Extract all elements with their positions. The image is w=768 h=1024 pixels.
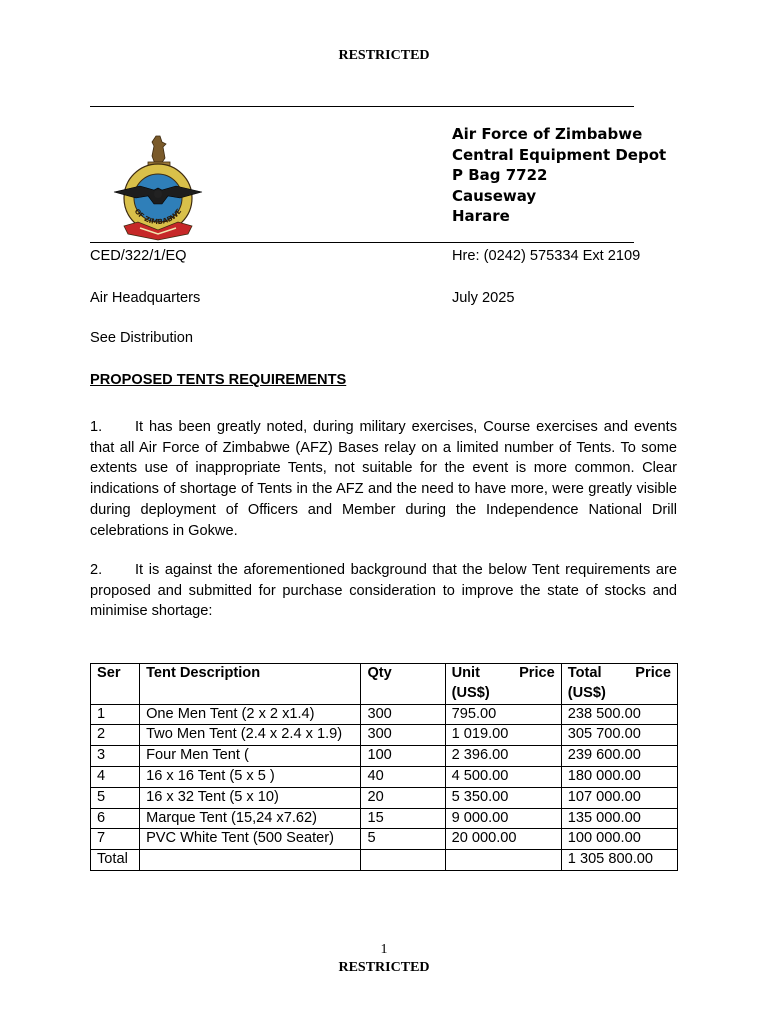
cell-ser: 6 <box>91 808 140 829</box>
address-line-1: Air Force of Zimbabwe <box>452 125 643 143</box>
total-empty-unit-price <box>445 850 561 871</box>
cell-qty: 20 <box>361 787 445 808</box>
total-label: Total <box>91 850 140 871</box>
header-unit-price: Unit Price (US$) <box>445 664 561 705</box>
paragraph-1 <box>90 417 677 541</box>
cell-qty: 15 <box>361 808 445 829</box>
cell-ser: 5 <box>91 787 140 808</box>
classification-footer: RESTRICTED <box>338 960 430 975</box>
paragraph-2 <box>90 560 677 622</box>
address-line-4: Causeway <box>452 186 537 205</box>
cell-unit-price: 1 019.00 <box>445 725 561 746</box>
header-total-price: Total Price (US$) <box>561 664 677 705</box>
cell-description: Two Men Tent (2.4 x 2.4 x 1.9) <box>140 725 361 746</box>
table-row <box>91 725 678 746</box>
table-row <box>91 829 678 850</box>
cell-description: One Men Tent (2 x 2 x1.4) <box>140 704 361 725</box>
paragraph-1-number: 1. <box>90 419 103 435</box>
crest-text-top <box>110 134 158 136</box>
addressee: Air Headquarters <box>90 290 201 306</box>
total-value: 1 305 800.00 <box>561 850 677 871</box>
cell-unit-price: 20 000.00 <box>445 829 561 850</box>
cell-description: 16 x 16 Tent (5 x 5 ) <box>140 766 361 787</box>
paragraph-2-text: It is against the aforementioned background that the below Tent requirements are proposed and submitted for purchase consideration to improve the state of stocks and minimise shortage: <box>90 562 677 620</box>
cell-total-price: 238 500.00 <box>561 704 677 725</box>
crest-emblem <box>110 134 206 242</box>
page-number: 1 <box>380 942 388 957</box>
cell-qty: 5 <box>361 829 445 850</box>
cell-unit-price: 4 500.00 <box>445 766 561 787</box>
table-row <box>91 808 678 829</box>
address-line-3: P Bag 7722 <box>452 166 548 184</box>
header-description: Tent Description <box>140 664 361 705</box>
table-header-row <box>91 664 678 705</box>
document-title: PROPOSED TENTS REQUIREMENTS <box>90 372 347 388</box>
cell-total-price: 239 600.00 <box>561 746 677 767</box>
cell-total-price: 107 000.00 <box>561 787 677 808</box>
cell-description: Four Men Tent ( <box>140 746 361 767</box>
tent-requirements-table <box>90 663 678 871</box>
letter-date: July 2025 <box>452 290 515 306</box>
cell-unit-price: 9 000.00 <box>445 808 561 829</box>
paragraph-1-text: It has been greatly noted, during military exercises, Course exercises and events that all Air Force of Zimbabwe (AFZ) Bases relay on a limited number of Tents. To some extents use of inappropriate Tents, not suitable for the event is more common. Clear indications of shortage of Tents in the AFZ and the need to have more, were greatly visible during deployment of Officers and Member during the Independence National Drill celebrations in Gokwe. <box>90 419 677 539</box>
classification-header: RESTRICTED <box>338 48 430 63</box>
cell-ser: 3 <box>91 746 140 767</box>
top-rule <box>90 106 634 107</box>
cell-ser: 2 <box>91 725 140 746</box>
cell-unit-price: 5 350.00 <box>445 787 561 808</box>
cell-qty: 300 <box>361 704 445 725</box>
cell-description: Marque Tent (15,24 x7.62) <box>140 808 361 829</box>
table-row <box>91 766 678 787</box>
cell-total-price: 100 000.00 <box>561 829 677 850</box>
table-row <box>91 704 678 725</box>
cell-unit-price: 2 396.00 <box>445 746 561 767</box>
header-bottom-rule <box>90 242 634 243</box>
header-qty: Qty <box>361 664 445 705</box>
phone-number: Hre: (0242) 575334 Ext 2109 <box>452 248 641 264</box>
cell-total-price: 135 000.00 <box>561 808 677 829</box>
cell-unit-price: 795.00 <box>445 704 561 725</box>
header-ser: Ser <box>91 664 140 705</box>
cell-ser: 1 <box>91 704 140 725</box>
total-empty-description <box>140 850 361 871</box>
cell-total-price: 180 000.00 <box>561 766 677 787</box>
distribution: See Distribution <box>90 330 194 346</box>
cell-ser: 4 <box>91 766 140 787</box>
cell-qty: 300 <box>361 725 445 746</box>
cell-description: 16 x 32 Tent (5 x 10) <box>140 787 361 808</box>
address-line-2: Central Equipment Depot <box>452 145 667 164</box>
paragraph-2-number: 2. <box>90 562 103 578</box>
sender-address <box>452 124 666 227</box>
cell-ser: 7 <box>91 829 140 850</box>
crest-text-bottom: OF ZIMBABWE <box>132 207 184 227</box>
cell-qty: 40 <box>361 766 445 787</box>
reference-number: CED/322/1/EQ <box>90 248 187 264</box>
table-total-row <box>91 850 678 871</box>
address-line-5: Harare <box>452 207 510 225</box>
cell-total-price: 305 700.00 <box>561 725 677 746</box>
cell-qty: 100 <box>361 746 445 767</box>
table-row <box>91 746 678 767</box>
table-row <box>91 787 678 808</box>
total-empty-qty <box>361 850 445 871</box>
cell-description: PVC White Tent (500 Seater) <box>140 829 361 850</box>
